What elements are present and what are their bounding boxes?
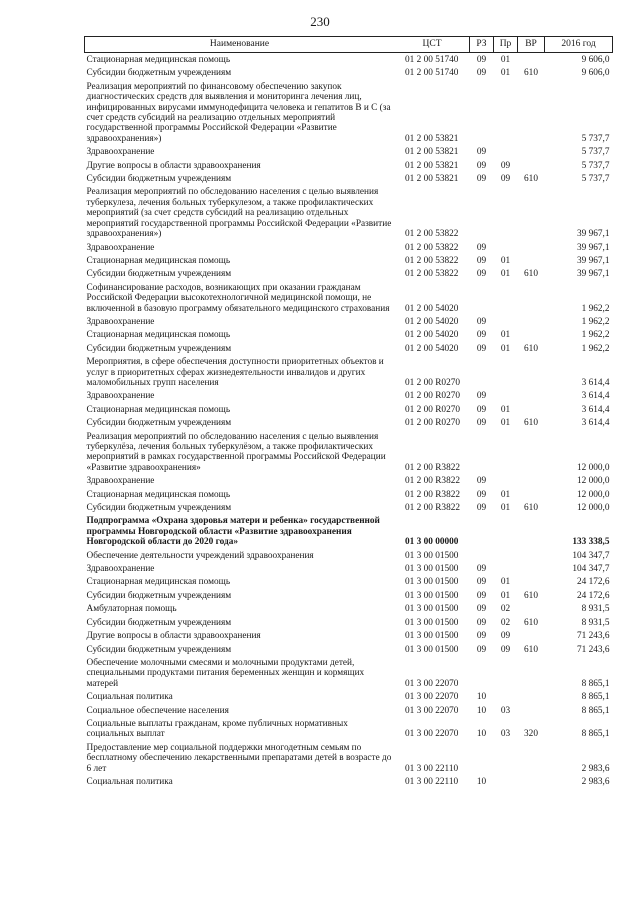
cell-vr: [518, 474, 545, 487]
cell-csr: 01 3 00 01500: [405, 604, 459, 615]
cell-name: Здравоохранение: [86, 242, 155, 253]
cell-name: Мероприятия, в сфере обеспечения доступности приоритетных объектов и услуг в приоритетных сферах жизнедеятельности инвалидов и других маломобильных групп населения: [86, 357, 384, 388]
table-row: [85, 501, 613, 514]
cell-vr: [518, 185, 545, 240]
cell-csr: 01 3 00 00000: [405, 537, 459, 548]
table-row: [85, 616, 613, 629]
cell-amount: 5 737,7: [581, 160, 610, 171]
cell-amount: 1 962,2: [581, 303, 610, 314]
cell-csr: 01 2 00 R0270: [405, 418, 461, 429]
cell-vr: [518, 549, 545, 562]
cell-pr: [494, 474, 518, 487]
cell-vr: [518, 514, 545, 548]
cell-vr: [518, 80, 545, 145]
cell-rz: [470, 741, 494, 775]
cell-amount: 12 000,0: [576, 489, 610, 500]
cell-csr: 01 2 00 R0270: [405, 377, 461, 388]
cell-pr: [494, 775, 518, 788]
cell-csr: 01 3 00 22070: [405, 692, 459, 703]
cell-csr: 01 2 00 51740: [405, 55, 459, 65]
header-vr: ВР: [518, 37, 545, 53]
cell-pr: [494, 281, 518, 315]
cell-name: Стационарная медицинская помощь: [86, 489, 231, 500]
cell-vr: [518, 159, 545, 172]
table-row: [85, 549, 613, 562]
cell-pr: [494, 562, 518, 575]
cell-amount: 104 347,7: [572, 550, 610, 561]
cell-rz: [470, 430, 494, 475]
table-row: [85, 254, 613, 267]
cell-csr: 01 2 00 R0270: [405, 404, 461, 415]
table-row: [85, 514, 613, 548]
cell-name: Здравоохранение: [86, 476, 155, 487]
cell-pr: [494, 355, 518, 389]
cell-vr: [518, 389, 545, 402]
cell-pr: [494, 241, 518, 254]
cell-vr: [518, 629, 545, 642]
cell-csr: 01 2 00 54020: [405, 303, 459, 314]
cell-pr: [494, 185, 518, 240]
cell-csr: 01 2 00 54020: [405, 330, 459, 341]
cell-vr: 610: [524, 418, 538, 429]
table-row: [85, 145, 613, 158]
cell-vr: 610: [524, 68, 538, 79]
cell-amount: 5 737,7: [581, 174, 610, 185]
cell-name: Стационарная медицинская помощь: [86, 255, 231, 266]
cell-amount: 133 338,5: [572, 537, 610, 548]
cell-csr: 01 3 00 01500: [405, 617, 459, 628]
cell-amount: 3 614,4: [581, 404, 610, 415]
table-row: [85, 159, 613, 172]
cell-amount: 12 000,0: [576, 476, 610, 487]
cell-csr: 01 2 00 53821: [405, 133, 459, 144]
cell-csr: 01 2 00 53821: [405, 147, 459, 158]
cell-csr: 01 2 00 R3822: [405, 462, 461, 473]
budget-table: [84, 36, 613, 788]
cell-amount: 104 347,7: [572, 564, 610, 575]
header-row: [85, 37, 613, 53]
cell-amount: 8 865,1: [581, 729, 610, 740]
cell-vr: 610: [524, 269, 538, 280]
cell-rz: 09: [476, 55, 487, 65]
cell-pr: 03: [500, 705, 511, 716]
cell-vr: 610: [524, 174, 538, 185]
table-row: [85, 172, 613, 185]
cell-name: Здравоохранение: [86, 391, 155, 402]
cell-pr: 01: [500, 590, 511, 601]
cell-rz: 09: [476, 255, 487, 266]
cell-name: Предоставление мер социальной поддержки многодетным семьям по бесплатному обеспечению лекарственными препаратами детей в возрасте до 6 лет: [86, 742, 392, 774]
cell-pr: [494, 315, 518, 328]
cell-pr: 09: [500, 174, 511, 185]
cell-name: Субсидии бюджетным учреждениям: [86, 617, 232, 628]
table-body: [85, 53, 613, 789]
cell-amount: 71 243,6: [576, 631, 610, 642]
cell-vr: [518, 741, 545, 775]
table-row: [85, 775, 613, 788]
table-row: [85, 575, 613, 588]
cell-pr: 01: [500, 577, 511, 588]
cell-amount: 8 931,5: [581, 604, 610, 615]
cell-rz: 09: [476, 418, 487, 429]
cell-pr: 01: [500, 269, 511, 280]
cell-amount: 1 962,2: [581, 330, 610, 341]
cell-name: Субсидии бюджетным учреждениям: [86, 503, 232, 514]
cell-amount: 5 737,7: [581, 133, 610, 144]
cell-amount: 8 931,5: [581, 617, 610, 628]
cell-csr: 01 3 00 01500: [405, 577, 459, 588]
cell-rz: 09: [476, 147, 487, 158]
cell-vr: [518, 602, 545, 615]
cell-vr: [518, 241, 545, 254]
cell-name: Реализация мероприятий по обследованию населения с целью выявления туберкулеза, лечения больных туберкулезом, а также профилактических мероприятий (за счет средств субсидий на реализацию отдельных мероприятий государственной программы Российской Федерации «Развитие здравоохранения»): [86, 187, 392, 240]
cell-pr: 01: [500, 404, 511, 415]
cell-csr: 01 2 00 R3822: [405, 503, 461, 514]
cell-vr: 610: [524, 644, 538, 655]
cell-pr: [494, 690, 518, 703]
cell-vr: [518, 704, 545, 717]
table-row: [85, 185, 613, 240]
table-row: [85, 629, 613, 642]
cell-name: Здравоохранение: [86, 564, 155, 575]
cell-name: Субсидии бюджетным учреждениям: [86, 343, 232, 354]
cell-vr: [518, 488, 545, 501]
cell-pr: 02: [500, 604, 511, 615]
table-row: [85, 741, 613, 775]
cell-name: Субсидии бюджетным учреждениям: [86, 68, 232, 79]
table-row: [85, 690, 613, 703]
cell-rz: 09: [476, 644, 487, 655]
cell-amount: 8 865,1: [581, 678, 610, 689]
cell-rz: [470, 80, 494, 145]
cell-amount: 3 614,4: [581, 377, 610, 388]
cell-pr: 01: [500, 255, 511, 266]
table-row: [85, 643, 613, 656]
cell-vr: [518, 575, 545, 588]
cell-name: Здравоохранение: [86, 316, 155, 327]
cell-name: Социальное обеспечение населения: [86, 705, 229, 716]
cell-name: Амбулаторная помощь: [86, 604, 177, 615]
cell-vr: 610: [524, 617, 538, 628]
cell-rz: 10: [476, 729, 487, 740]
cell-rz: 09: [476, 476, 487, 487]
cell-amount: 8 865,1: [581, 692, 610, 703]
cell-csr: 01 3 00 01500: [405, 550, 459, 561]
cell-pr: 01: [500, 330, 511, 341]
cell-vr: [518, 53, 545, 67]
cell-amount: 39 967,1: [576, 229, 610, 240]
cell-csr: 01 3 00 01500: [405, 590, 459, 601]
cell-csr: 01 3 00 22070: [405, 678, 459, 689]
cell-rz: [470, 185, 494, 240]
cell-name: Стационарная медицинская помощь: [86, 404, 231, 415]
cell-pr: 09: [500, 631, 511, 642]
table-row: [85, 342, 613, 355]
cell-rz: 09: [476, 391, 487, 402]
cell-amount: 12 000,0: [576, 462, 610, 473]
cell-name: Субсидии бюджетным учреждениям: [86, 590, 232, 601]
cell-amount: 24 172,6: [576, 577, 610, 588]
cell-pr: [494, 430, 518, 475]
cell-rz: 09: [476, 269, 487, 280]
cell-name: Обеспечение молочными смесями и молочными продуктами детей, специальными продуктами питания беременных женщин и кормящих матерей: [86, 657, 365, 689]
cell-pr: [494, 741, 518, 775]
cell-rz: 09: [476, 489, 487, 500]
cell-rz: [470, 656, 494, 690]
cell-amount: 9 606,0: [581, 68, 610, 79]
cell-pr: 09: [500, 644, 511, 655]
cell-name: Подпрограмма «Охрана здоровья матери и ребенка» государственной программы Новгородской области «Развитие здравоохранения Новгородской области до 2020 года»: [86, 516, 380, 548]
cell-pr: 01: [500, 503, 511, 514]
cell-pr: 01: [500, 68, 511, 79]
header-rz: РЗ: [470, 37, 494, 53]
cell-vr: [518, 328, 545, 341]
cell-name: Субсидии бюджетным учреждениям: [86, 644, 232, 655]
cell-rz: 09: [476, 242, 487, 253]
cell-vr: [518, 430, 545, 475]
table-row: [85, 488, 613, 501]
cell-name: Реализация мероприятий по финансовому обеспечению закупок диагностических средств для выявления и мониторинга лечения лиц, инфицированных вирусами иммунодефицита человека и гепатитов В и С (за счет средств субсидий на реализацию отдельных мероприятий государственной программы Российской Федерации «Развитие здравоохранения»): [86, 81, 391, 144]
table-row: [85, 80, 613, 145]
cell-amount: 9 606,0: [581, 55, 610, 65]
cell-pr: 01: [500, 418, 511, 429]
cell-name: Софинансирование расходов, возникающих при оказании гражданам Российской Федерации высокотехнологичной медицинской помощи, не включенной в базовую программу обязательного медицинского страхования: [86, 282, 390, 314]
cell-vr: [518, 403, 545, 416]
cell-name: Социальные выплаты гражданам, кроме публичных нормативных социальных выплат: [86, 718, 348, 740]
cell-csr: 01 3 00 22110: [405, 763, 459, 774]
table-row: [85, 474, 613, 487]
cell-amount: 39 967,1: [576, 255, 610, 266]
cell-amount: 39 967,1: [576, 269, 610, 280]
cell-rz: 10: [476, 776, 487, 787]
table-row: [85, 656, 613, 690]
cell-name: Другие вопросы в области здравоохранения: [86, 631, 261, 642]
cell-csr: 01 2 00 R3822: [405, 476, 461, 487]
cell-name: Социальная политика: [86, 776, 173, 787]
cell-rz: 09: [476, 316, 487, 327]
cell-pr: [494, 145, 518, 158]
cell-vr: [518, 315, 545, 328]
table-row: [85, 589, 613, 602]
cell-vr: [518, 656, 545, 690]
cell-name: Стационарная медицинская помощь: [86, 577, 231, 588]
cell-rz: [470, 355, 494, 389]
table-row: [85, 267, 613, 280]
cell-pr: 09: [500, 160, 511, 171]
cell-csr: 01 3 00 22110: [405, 776, 459, 787]
cell-amount: 8 865,1: [581, 705, 610, 716]
table-row: [85, 53, 613, 67]
table-row: [85, 328, 613, 341]
cell-vr: 610: [524, 590, 538, 601]
cell-pr: 02: [500, 617, 511, 628]
table-row: [85, 416, 613, 429]
cell-rz: [470, 514, 494, 548]
cell-name: Субсидии бюджетным учреждениям: [86, 174, 232, 185]
cell-csr: 01 2 00 R0270: [405, 391, 461, 402]
cell-csr: 01 3 00 01500: [405, 631, 459, 642]
table-row: [85, 430, 613, 475]
cell-rz: 09: [476, 617, 487, 628]
cell-name: Другие вопросы в области здравоохранения: [86, 160, 261, 171]
cell-rz: 09: [476, 404, 487, 415]
cell-rz: 09: [476, 590, 487, 601]
cell-vr: [518, 281, 545, 315]
cell-vr: [518, 355, 545, 389]
cell-csr: 01 2 00 53822: [405, 229, 459, 240]
cell-vr: 610: [524, 343, 538, 354]
cell-amount: 3 614,4: [581, 391, 610, 402]
cell-amount: 1 962,2: [581, 343, 610, 354]
cell-pr: [494, 389, 518, 402]
cell-amount: 2 983,6: [581, 776, 610, 787]
cell-amount: 2 983,6: [581, 763, 610, 774]
table-row: [85, 281, 613, 315]
cell-amount: 71 243,6: [576, 644, 610, 655]
cell-name: Социальная политика: [86, 692, 173, 703]
cell-vr: [518, 562, 545, 575]
cell-amount: 24 172,6: [576, 590, 610, 601]
cell-csr: 01 2 00 53822: [405, 255, 459, 266]
cell-csr: 01 2 00 53821: [405, 160, 459, 171]
cell-pr: 01: [500, 55, 511, 65]
cell-pr: 03: [500, 729, 511, 740]
header-amount: 2016 год: [545, 37, 613, 53]
cell-csr: 01 3 00 22070: [405, 729, 459, 740]
table-row: [85, 389, 613, 402]
header-csr: ЦСТ: [395, 37, 470, 53]
cell-pr: [494, 80, 518, 145]
cell-rz: 09: [476, 330, 487, 341]
cell-csr: 01 2 00 53822: [405, 269, 459, 280]
cell-name: Обеспечение деятельности учреждений здравоохранения: [86, 550, 314, 561]
cell-amount: 1 962,2: [581, 316, 610, 327]
page-number: 230: [310, 14, 330, 29]
cell-vr: 610: [524, 503, 538, 514]
cell-rz: 09: [476, 604, 487, 615]
table-row: [85, 562, 613, 575]
cell-pr: 01: [500, 489, 511, 500]
cell-csr: 01 2 00 51740: [405, 68, 459, 79]
cell-amount: 5 737,7: [581, 147, 610, 158]
header-name: Наименование: [85, 37, 395, 53]
cell-csr: 01 2 00 R3822: [405, 489, 461, 500]
cell-csr: 01 3 00 01500: [405, 564, 459, 575]
table-row: [85, 355, 613, 389]
cell-csr: 01 3 00 01500: [405, 644, 459, 655]
cell-csr: 01 3 00 22070: [405, 705, 459, 716]
cell-rz: 09: [476, 343, 487, 354]
cell-rz: 09: [476, 174, 487, 185]
cell-rz: 09: [476, 631, 487, 642]
cell-amount: 12 000,0: [576, 503, 610, 514]
table-row: [85, 315, 613, 328]
cell-name: Здравоохранение: [86, 147, 155, 158]
cell-vr: [518, 145, 545, 158]
cell-amount: 3 614,4: [581, 418, 610, 429]
cell-pr: 01: [500, 343, 511, 354]
cell-rz: 09: [476, 503, 487, 514]
cell-rz: 09: [476, 68, 487, 79]
cell-rz: 09: [476, 160, 487, 171]
cell-rz: 10: [476, 692, 487, 703]
table-row: [85, 704, 613, 717]
cell-csr: 01 2 00 54020: [405, 343, 459, 354]
cell-vr: 320: [524, 729, 538, 740]
table-row: [85, 602, 613, 615]
cell-vr: [518, 690, 545, 703]
cell-vr: [518, 254, 545, 267]
cell-pr: [494, 656, 518, 690]
cell-vr: [518, 775, 545, 788]
cell-pr: [494, 549, 518, 562]
cell-name: Субсидии бюджетным учреждениям: [86, 269, 232, 280]
cell-rz: [470, 281, 494, 315]
cell-rz: 09: [476, 577, 487, 588]
cell-csr: 01 2 00 53821: [405, 174, 459, 185]
table-header: [85, 37, 613, 53]
cell-rz: 10: [476, 705, 487, 716]
table-row: [85, 66, 613, 79]
cell-name: Стационарная медицинская помощь: [86, 55, 231, 65]
table-row: [85, 717, 613, 741]
cell-name: Субсидии бюджетным учреждениям: [86, 418, 232, 429]
header-pr: Пр: [494, 37, 518, 53]
cell-rz: 09: [476, 564, 487, 575]
cell-csr: 01 2 00 54020: [405, 316, 459, 327]
table-row: [85, 241, 613, 254]
cell-name: Стационарная медицинская помощь: [86, 330, 231, 341]
cell-csr: 01 2 00 53822: [405, 242, 459, 253]
cell-name: Реализация мероприятий по обследованию населения с целью выявления туберкулёза, лечения больных туберкулёзом, а также профилактических мероприятий в рамках государственной программы Российской Федерации «Развитие здравоохранения»: [86, 431, 386, 473]
cell-rz: [470, 549, 494, 562]
cell-pr: [494, 514, 518, 548]
cell-amount: 39 967,1: [576, 242, 610, 253]
table-row: [85, 403, 613, 416]
